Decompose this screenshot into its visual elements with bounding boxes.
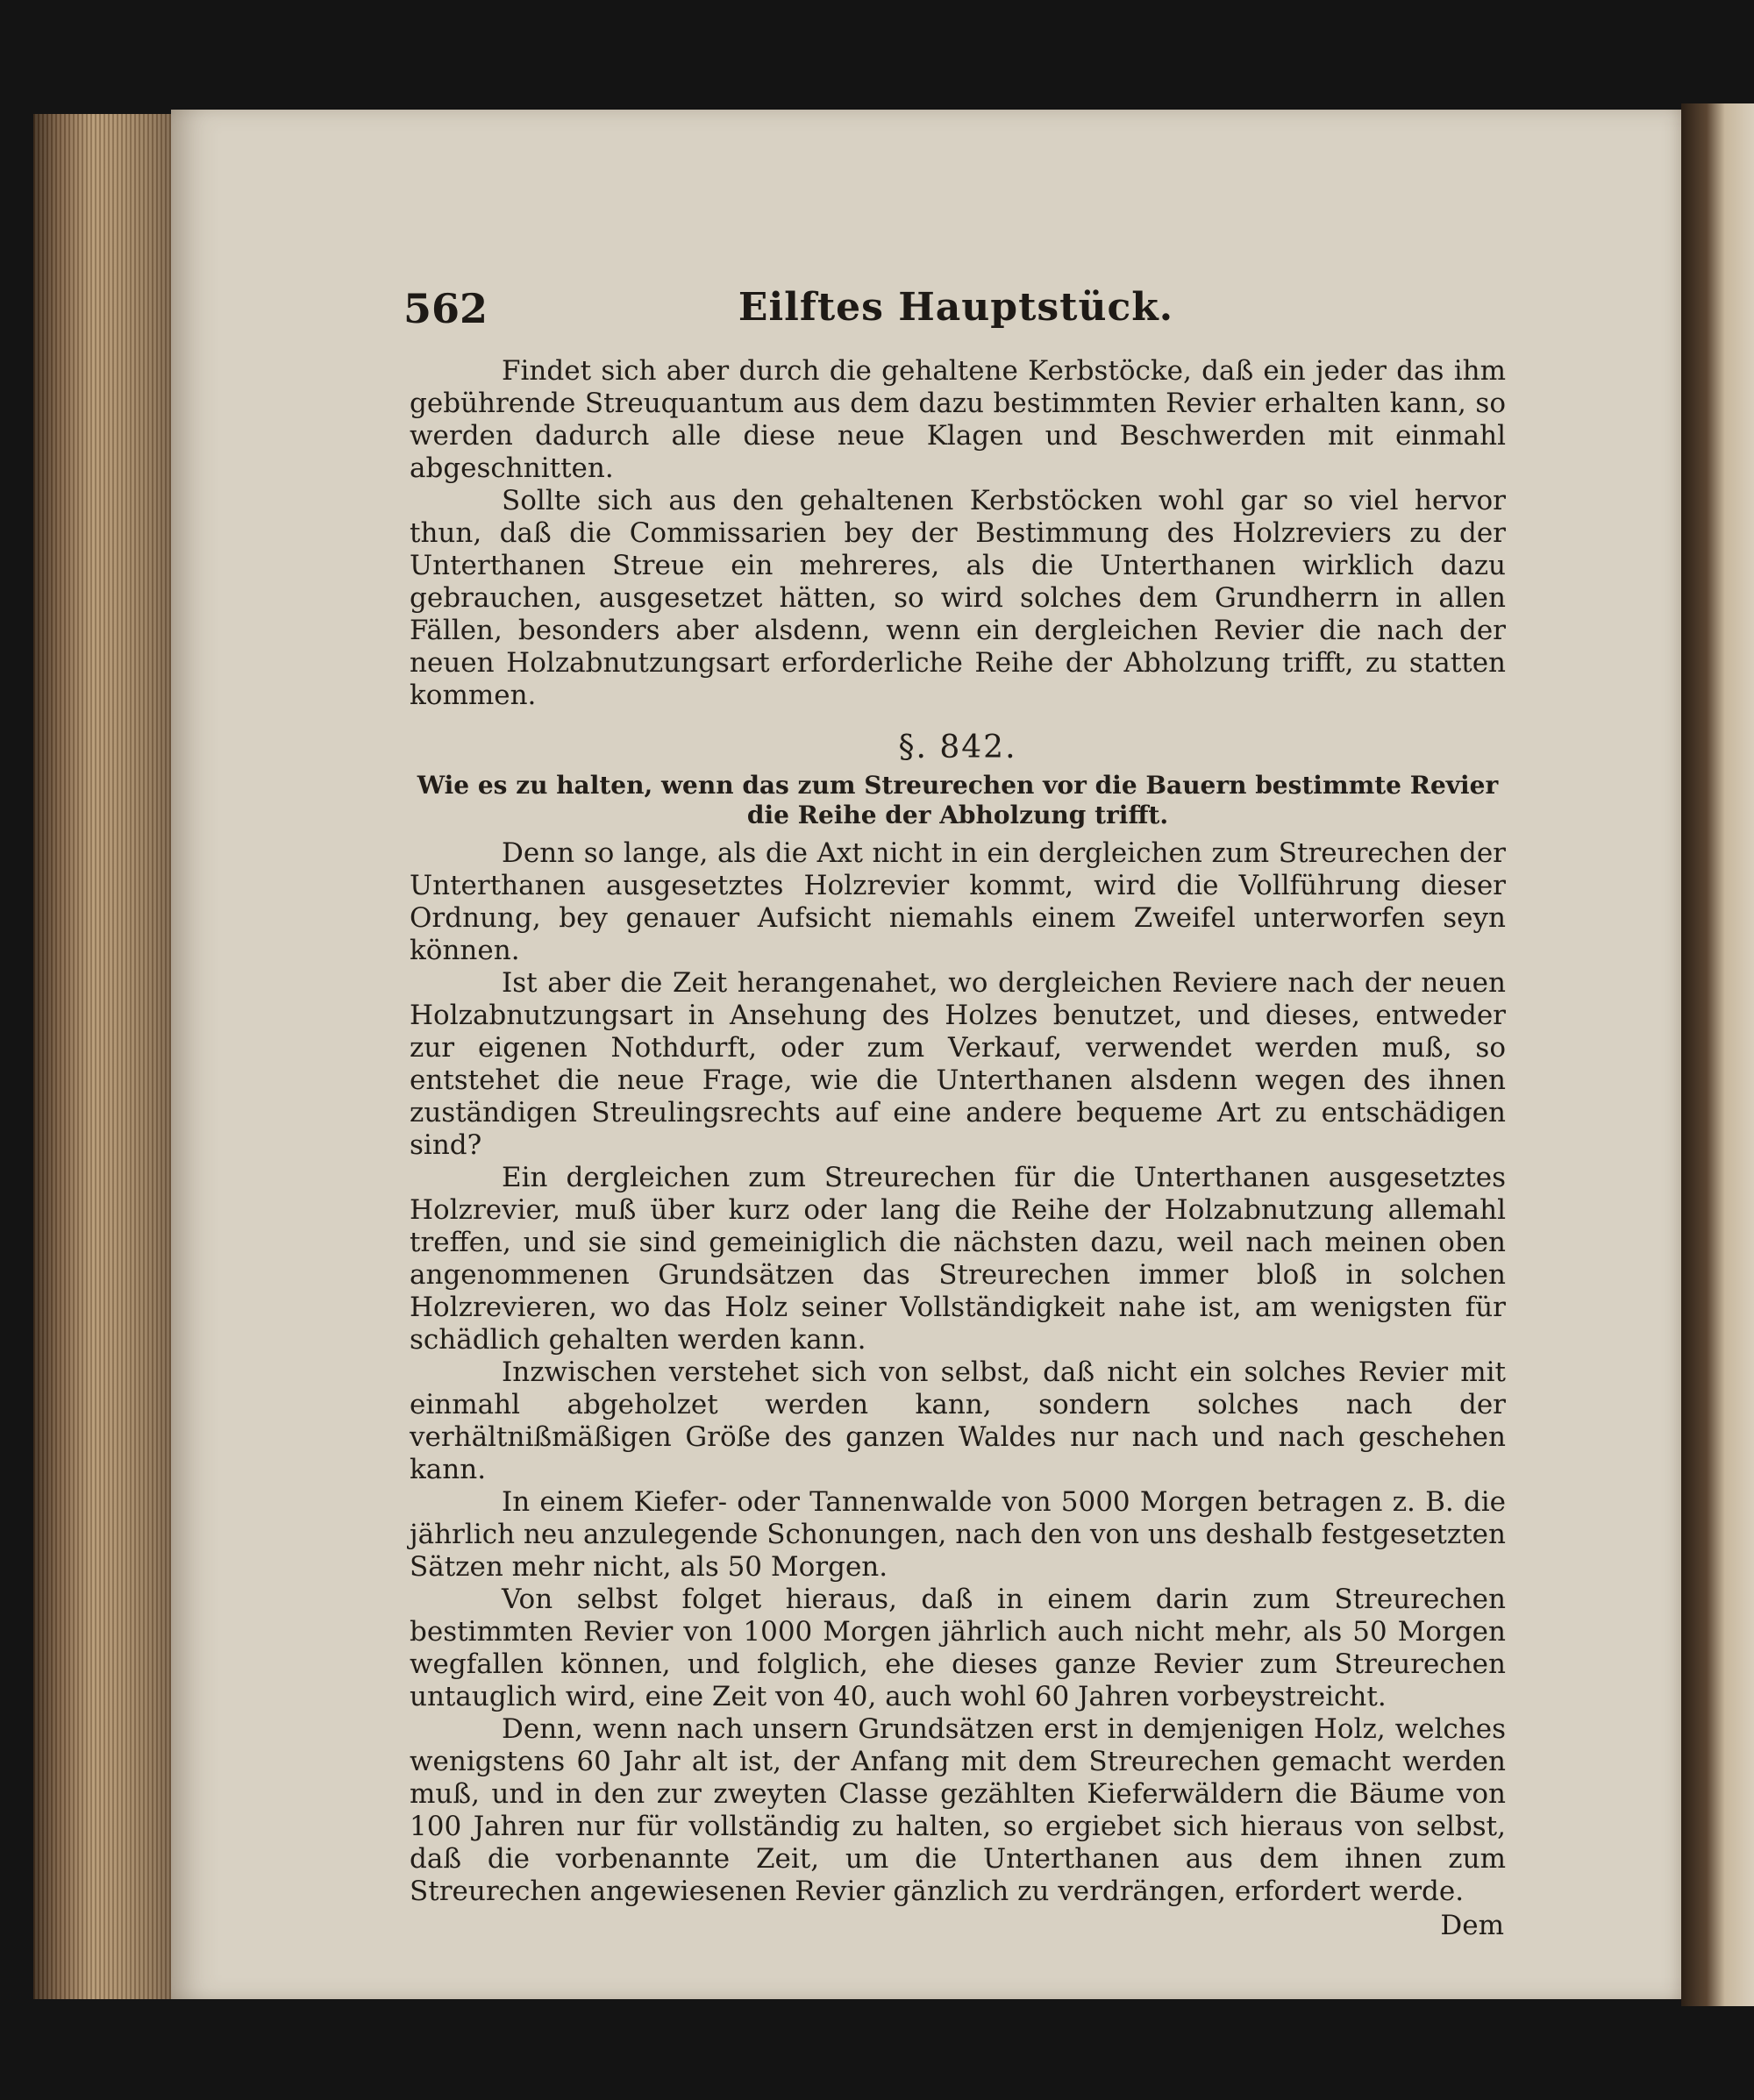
paragraph: Ist aber die Zeit herangenahet, wo dergleichen Reviere nach der neuen Holzabnutzungsart in Ansehung des Holzes benutzet, und dieses, entweder zur eigenen Nothdurft, oder zum Verkauf, verwendet werden muß, so entstehet die neue Frage, wie die Unterthanen alsdenn wegen des ihnen zuständigen Streulingsrechts auf eine andere bequeme Art zu entschädigen sind? bbox=[410, 967, 1506, 1161]
body-text bbox=[410, 355, 1506, 1942]
page-number: 562 bbox=[403, 285, 488, 332]
page-header bbox=[403, 285, 1508, 346]
paragraph: Von selbst folget hieraus, daß in einem darin zum Streurechen bestimmten Revier von 1000 Morgen jährlich auch nicht mehr, als 50 Morgen wegfallen können, und folglich, ehe dieses ganze Revier zum Streurechen untauglich wird, eine Zeit von 40, auch wohl 60 Jahren vorbeystreicht. bbox=[410, 1584, 1506, 1712]
page-edge-stack bbox=[33, 114, 182, 1999]
section-title bbox=[410, 771, 1506, 830]
paragraph: Sollte sich aus den gehaltenen Kerbstöcken wohl gar so viel hervor thun, daß die Commissarien bey der Bestimmung des Holzreviers zu der Unterthanen Streue ein mehreres, als die Unterthanen wirklich dazu gebrauchen, ausgesetzet hätten, so wird solches dem Grundherrn in allen Fällen, besonders aber alsdenn, wenn ein dergleichen Revier die nach der neuen Holzabnutzungsart erforderliche Reihe der Abholzung trifft, zu statten kommen. bbox=[410, 485, 1506, 711]
paragraph: Inzwischen verstehet sich von selbst, daß nicht ein solches Revier mit einmahl abgeholzet werden kann, sondern solches nach der verhältnißmäßigen Größe des ganzen Waldes nur nach und nach geschehen kann. bbox=[410, 1356, 1506, 1485]
paragraph: Ein dergleichen zum Streurechen für die Unterthanen ausgesetztes Holzrevier, muß über kurz oder lang die Reihe der Holzabnutzung allemahl treffen, und sie sind gemeiniglich die nächsten dazu, weil nach meinen oben angenommenen Grundsätzen das Streurechen immer bloß in solchen Holzrevieren, wo das Holz seiner Vollständigkeit nahe ist, am wenigsten für schädlich gehalten werden kann. bbox=[410, 1162, 1506, 1356]
section-title-line: Wie es zu halten, wenn das zum Streurechen vor die Bauern bestimmte Revier bbox=[417, 771, 1499, 800]
paragraph: Denn so lange, als die Axt nicht in ein dergleichen zum Streurechen der Unterthanen ausgesetztes Holzrevier kommt, wird die Vollführung dieser Ordnung, bey genauer Aufsicht niemahls einem Zweifel unterworfen seyn können. bbox=[410, 837, 1506, 966]
section-title-line: die Reihe der Abholzung trifft. bbox=[746, 801, 1169, 829]
paragraph: In einem Kiefer- oder Tannenwalde von 5000 Morgen betragen z. B. die jährlich neu anzulegende Schonungen, nach den von uns deshalb festgesetzten Sätzen mehr nicht, als 50 Morgen. bbox=[410, 1486, 1506, 1583]
paragraph: Findet sich aber durch die gehaltene Kerbstöcke, daß ein jeder das ihm gebührende Streuquantum aus dem dazu bestimmten Revier erhalten kann, so werden dadurch alle diese neue Klagen und Beschwerden mit einmahl abgeschnitten. bbox=[410, 355, 1506, 484]
section-number: §. 842. bbox=[898, 730, 1017, 765]
catchword: Dem bbox=[1440, 1910, 1504, 1941]
book-gutter bbox=[1681, 103, 1754, 2006]
paragraph: Denn, wenn nach unsern Grundsätzen erst in demjenigen Holz, welches wenigstens 60 Jahr alt ist, der Anfang mit dem Streurechen gemacht werden muß, und in den zur zweyten Classe gezählten Kieferwäldern die Bäume von 100 Jahren nur für vollständig zu halten, so ergiebet sich hieraus von selbst, daß die vorbenannte Zeit, um die Unterthanen aus dem ihnen zum Streurechen angewiesenen Revier gänzlich zu verdrängen, erfordert werde. bbox=[410, 1713, 1506, 1907]
running-head: Eilftes Hauptstück. bbox=[738, 285, 1174, 330]
